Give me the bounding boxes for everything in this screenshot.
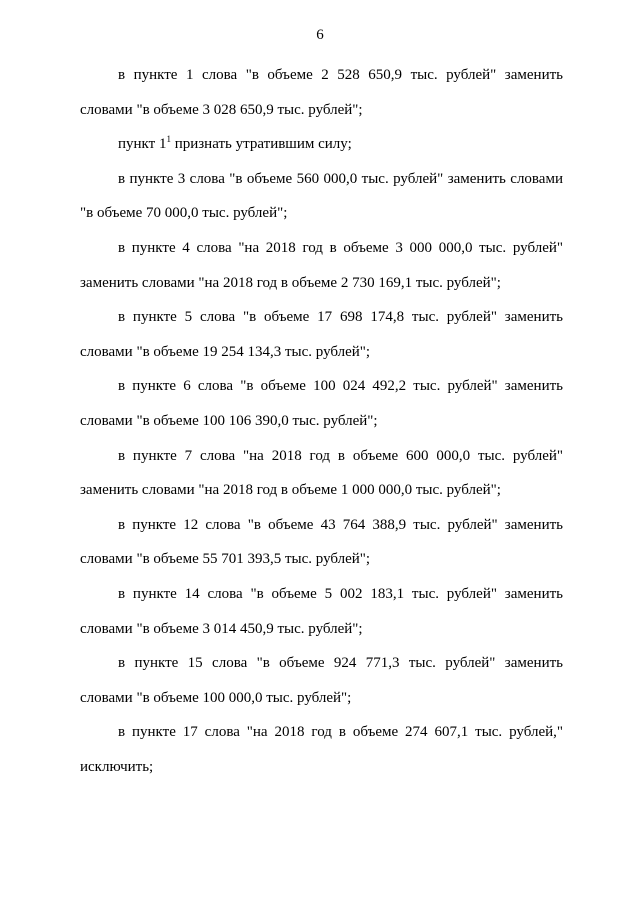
amendment-paragraph-punkt-14: в пункте 14 слова "в объеме 5 002 183,1 тыс. рублей" заменить словами "в объеме 3 014 450,9 тыс. рублей"; (80, 585, 563, 637)
document-body (80, 58, 563, 784)
punkt-1-1-suffix: признать утратившим силу; (170, 136, 352, 153)
page-number: 6 (316, 27, 324, 43)
amendment-paragraph-punkt-3: в пункте 3 слова "в объеме 560 000,0 тыс. рублей" заменить словами "в объеме 70 000,0 тыс. рублей"; (80, 170, 563, 222)
amendment-paragraph-punkt-1-1 (80, 127, 563, 162)
amendment-paragraph-punkt-4: в пункте 4 слова "на 2018 год в объеме 3 000 000,0 тыс. рублей" заменить словами "на 2018 год в объеме 2 730 169,1 тыс. рублей"; (80, 239, 563, 291)
amendment-paragraph-punkt-12: в пункте 12 слова "в объеме 43 764 388,9 тыс. рублей" заменить словами "в объеме 55 701 393,5 тыс. рублей"; (80, 516, 563, 568)
amendment-paragraph-punkt-7: в пункте 7 слова "на 2018 год в объеме 600 000,0 тыс. рублей" заменить словами "на 2018 год в объеме 1 000 000,0 тыс. рублей"; (80, 447, 563, 499)
amendment-paragraph-punkt-5: в пункте 5 слова "в объеме 17 698 174,8 тыс. рублей" заменить словами "в объеме 19 254 134,3 тыс. рублей"; (80, 309, 563, 360)
amendment-paragraph-punkt-17: в пункте 17 слова "на 2018 год в объеме 274 607,1 тыс. рублей," исключить; (80, 724, 563, 775)
punkt-1-1-prefix: пункт 1 (118, 136, 167, 153)
amendment-paragraph-punkt-1: в пункте 1 слова "в объеме 2 528 650,9 тыс. рублей" заменить словами "в объеме 3 028 650,9 тыс. рублей"; (80, 67, 563, 118)
punkt-1-1-superscript: 1 (166, 134, 171, 145)
amendment-paragraph-punkt-15: в пункте 15 слова "в объеме 924 771,3 тыс. рублей" заменить словами "в объеме 100 000,0 тыс. рублей"; (80, 655, 563, 706)
amendment-paragraph-punkt-6: в пункте 6 слова "в объеме 100 024 492,2 тыс. рублей" заменить словами "в объеме 100 106 390,0 тыс. рублей"; (80, 378, 563, 429)
